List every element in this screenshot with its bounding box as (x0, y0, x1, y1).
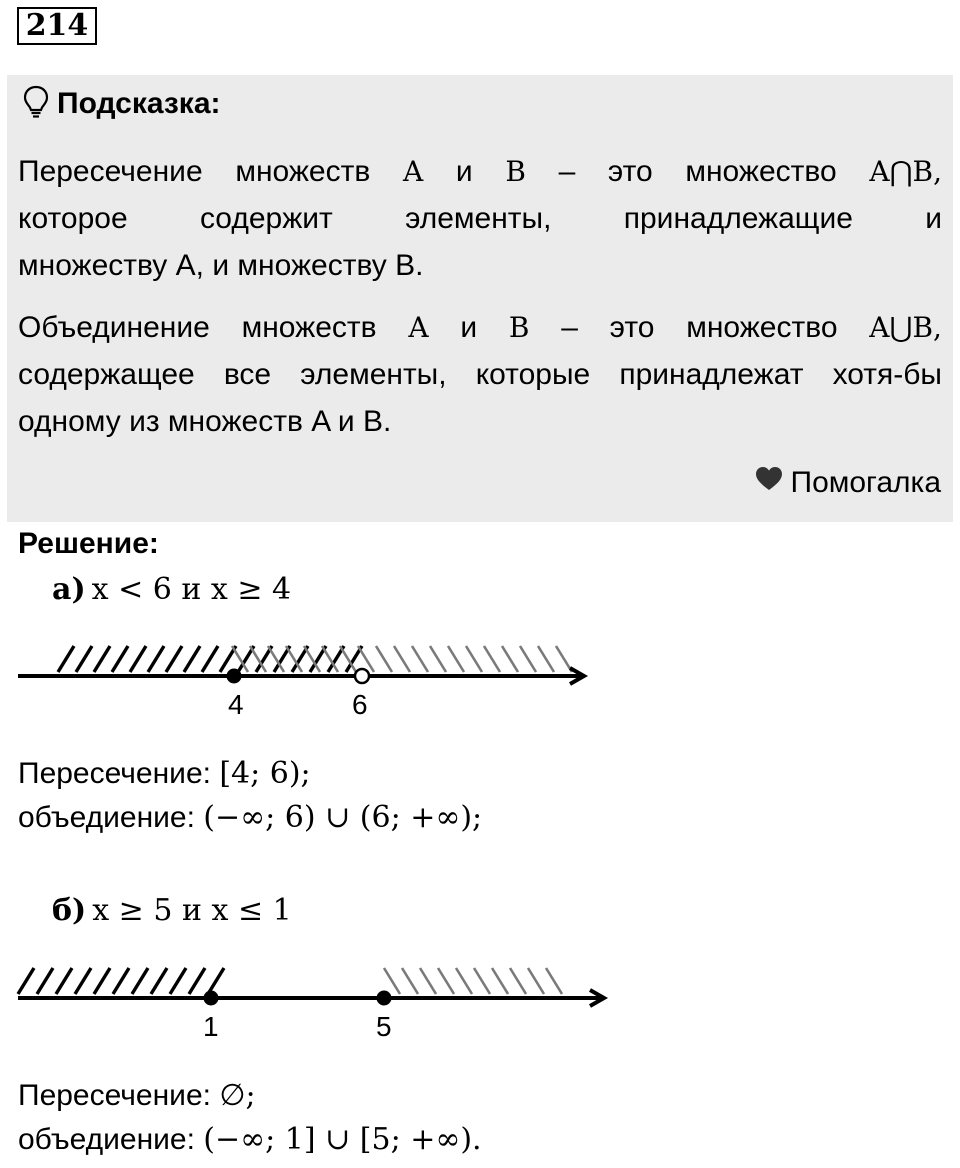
hatch-stroke (75, 968, 91, 994)
hint-line: которое содержит элементы, принадлежащие и (18, 202, 943, 235)
solution-title: Решение: (18, 527, 159, 560)
tick-label-1: 1 (203, 1011, 219, 1042)
hatch-stroke (420, 968, 436, 994)
hatch-stroke (184, 646, 200, 672)
number-line-b (0, 952, 620, 1047)
part-a-results (18, 752, 482, 840)
hint-line: содержащее все элементы, которые принадлежат хотя-бы (18, 358, 942, 391)
hatch-stroke (58, 646, 74, 672)
hint-paragraph-intersection (18, 148, 942, 289)
hatch-stroke (189, 968, 205, 994)
hatch-stroke (492, 968, 508, 994)
point-1-closed (204, 991, 219, 1006)
credit-label: Помогалка (790, 466, 941, 499)
hatch-stroke (37, 968, 53, 994)
tick-label-5: 5 (376, 1011, 392, 1042)
hatch-stroke (202, 646, 218, 672)
heart-icon (755, 466, 783, 500)
point-6-open (355, 669, 369, 683)
credit (755, 463, 942, 503)
lightbulb-icon (23, 85, 49, 124)
hatch-stroke (166, 646, 182, 672)
hatch-stroke (170, 968, 186, 994)
tick-label-4: 4 (228, 689, 244, 720)
hint-line: одному из множеств A и B. (18, 405, 392, 438)
part-a-heading (52, 572, 291, 607)
hatch-stroke (466, 646, 482, 672)
hatch-stroke (402, 968, 418, 994)
hatch-stroke (412, 646, 428, 672)
hatch-stroke (208, 968, 224, 994)
hatch-stroke (130, 646, 146, 672)
hint-header (23, 86, 221, 122)
hint-line: Объединение множеств A и B – это множество A⋃B, (18, 311, 942, 344)
hatch-stroke (94, 968, 110, 994)
hatch-stroke (112, 646, 128, 672)
hatch-stroke (448, 646, 464, 672)
hatch-stroke (113, 968, 129, 994)
hatch-stroke (376, 646, 392, 672)
hatch-x-leq-1 (18, 968, 224, 994)
part-a-condition: x < 6 и x ≥ 4 (91, 572, 292, 607)
hint-title: Подсказка: (57, 87, 221, 120)
hatch-stroke (538, 646, 554, 672)
hatch-stroke (148, 646, 164, 672)
hatch-stroke (384, 968, 400, 994)
hatch-stroke (394, 646, 410, 672)
problem-number: 214 (17, 7, 97, 45)
hatch-stroke (510, 968, 526, 994)
hint-line: Пересечение множеств A и B – это множество A⋂B, (18, 155, 943, 188)
part-b-heading (52, 893, 292, 928)
hatch-x-geq-5 (384, 968, 562, 994)
part-a-intersection: Пересечение: [4; 6); (18, 756, 311, 791)
part-b-condition: x ≥ 5 и x ≤ 1 (92, 893, 292, 928)
part-b-label: б) (52, 893, 87, 928)
hatch-stroke (151, 968, 167, 994)
hatch-stroke (132, 968, 148, 994)
hatch-stroke (556, 646, 572, 672)
part-a-union: объедиение: (−∞; 6) ∪ (6; +∞); (18, 800, 483, 835)
hatch-stroke (520, 646, 536, 672)
part-a-label: а) (52, 572, 86, 607)
part-b-union: объедиение: (−∞; 1] ∪ [5; +∞). (18, 1122, 482, 1157)
hint-box (7, 75, 953, 522)
hatch-stroke (456, 968, 472, 994)
part-b-results (18, 1074, 482, 1162)
hatch-stroke (76, 646, 92, 672)
hint-line: множеству A, и множеству B. (18, 249, 424, 282)
hatch-stroke (484, 646, 500, 672)
hint-paragraph-union (18, 304, 942, 445)
tick-label-6: 6 (352, 689, 368, 720)
number-line-a (0, 630, 620, 725)
point-5-closed (377, 991, 392, 1006)
hatch-stroke (94, 646, 110, 672)
part-b-intersection: Пересечение: ∅; (18, 1078, 256, 1113)
hatch-stroke (546, 968, 562, 994)
point-4-closed (227, 669, 242, 684)
hatch-stroke (502, 646, 518, 672)
hatch-stroke (430, 646, 446, 672)
hatch-stroke (528, 968, 544, 994)
hatch-stroke (56, 968, 72, 994)
hatch-stroke (438, 968, 454, 994)
hatch-stroke (18, 968, 34, 994)
hatch-stroke (474, 968, 490, 994)
